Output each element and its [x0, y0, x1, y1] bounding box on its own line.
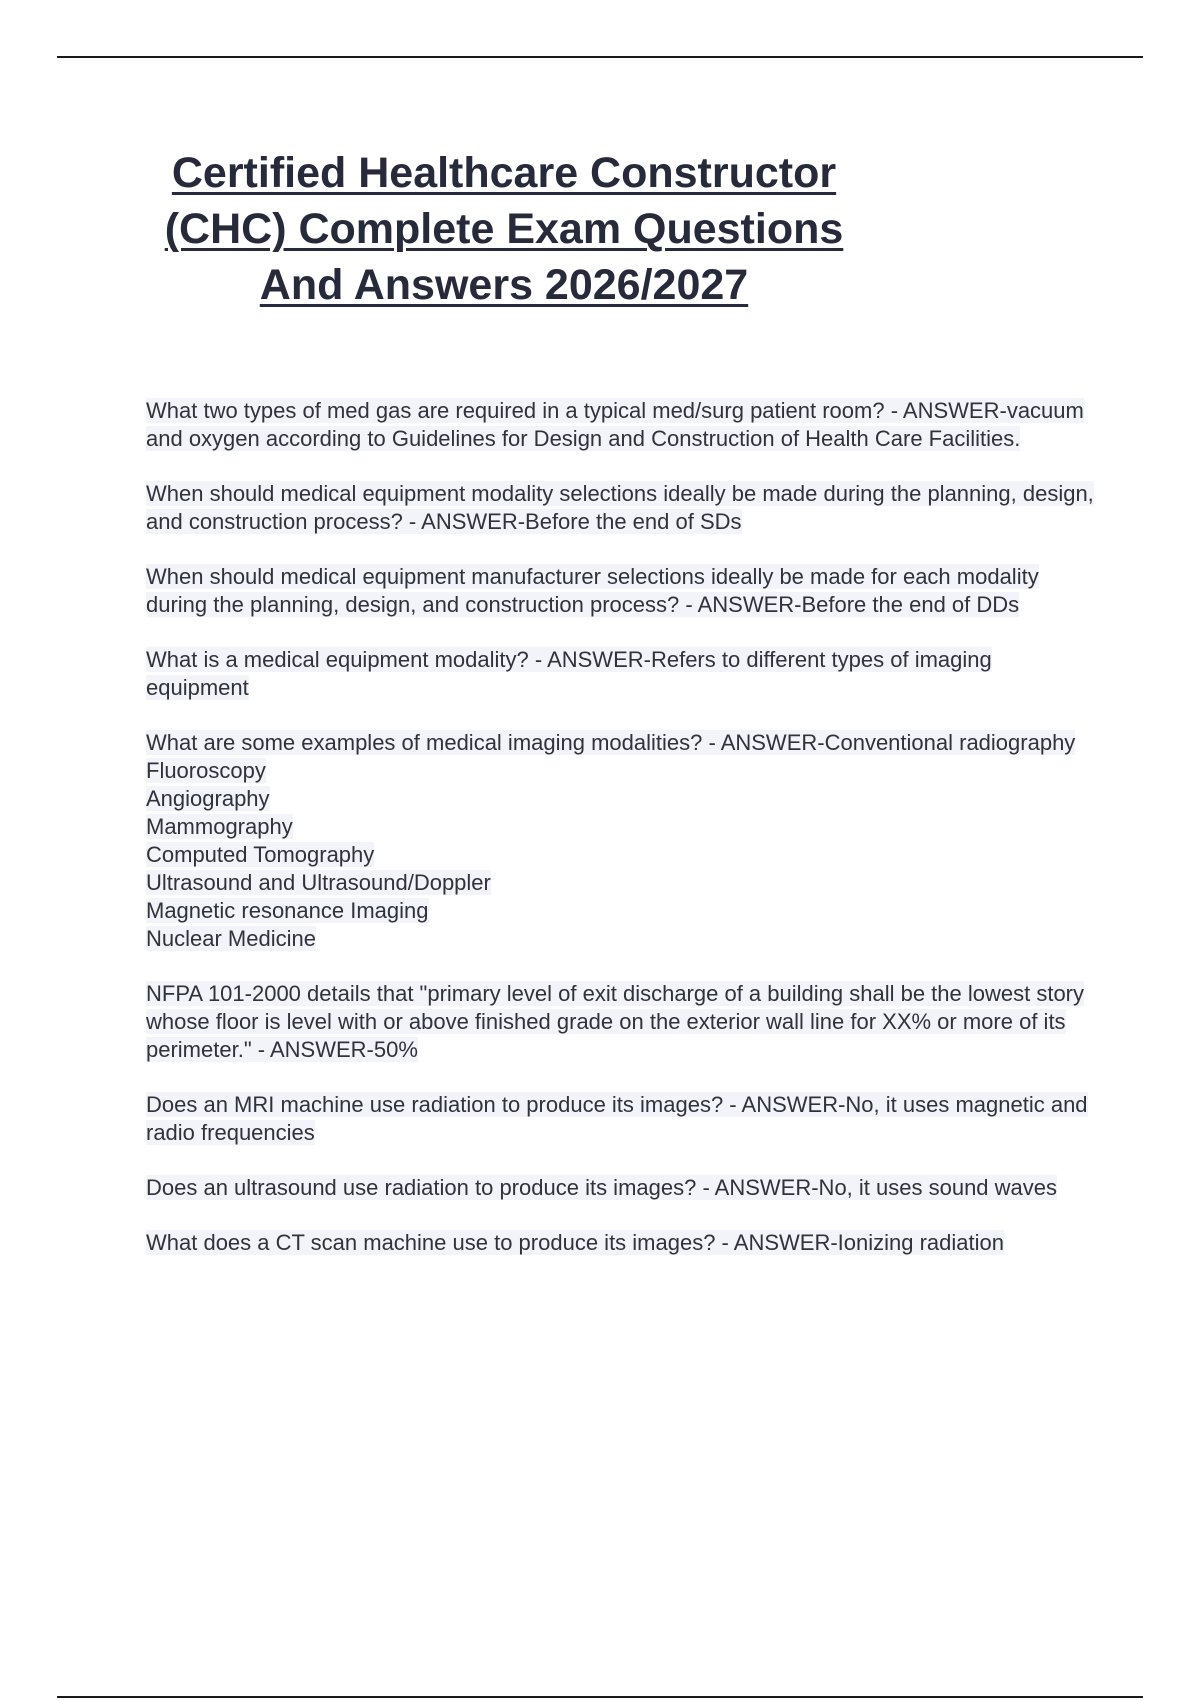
bottom-divider — [57, 1696, 1143, 1698]
document-title-text: Certified Healthcare Constructor (CHC) Complete Exam Questions And Answers 2026/2027 — [164, 149, 844, 309]
qa-item — [146, 646, 1096, 702]
qa-text: What does a CT scan machine use to produce its images? - ANSWER-Ionizing radiation — [146, 1230, 1004, 1255]
qa-item — [146, 1174, 1096, 1202]
qa-item — [146, 1229, 1096, 1257]
qa-item — [146, 1091, 1096, 1147]
top-divider — [57, 56, 1143, 58]
qa-item — [146, 397, 1096, 453]
qa-text: When should medical equipment manufacturer selections ideally be made for each modality during the planning, design, and construction process? - ANSWER-Before the end of DDs — [146, 564, 1039, 617]
qa-text: NFPA 101-2000 details that "primary level of exit discharge of a building shall be the lowest story whose floor is level with or above finished grade on the exterior wall line for XX% or more of its perimeter." - ANSWER-50% — [146, 981, 1085, 1062]
qa-text: What is a medical equipment modality? - ANSWER-Refers to different types of imaging equipment — [146, 647, 992, 700]
qa-item — [146, 563, 1096, 619]
document-title — [140, 145, 868, 313]
qa-list — [146, 397, 1096, 1284]
qa-item — [146, 980, 1096, 1064]
qa-item — [146, 729, 1096, 953]
qa-text: Does an MRI machine use radiation to produce its images? - ANSWER-No, it uses magnetic and radio frequencies — [146, 1092, 1088, 1145]
qa-text: What are some examples of medical imaging modalities? - ANSWER-Conventional radiography Fluoroscopy Angiography Mammography Computed Tomography Ultrasound and Ultrasound/Doppler Magnetic resonance Imaging Nuclear Medicine — [146, 730, 1076, 951]
qa-text: Does an ultrasound use radiation to produce its images? - ANSWER-No, it uses sound waves — [146, 1175, 1058, 1200]
qa-text: What two types of med gas are required in a typical med/surg patient room? - ANSWER-vacuum and oxygen according to Guidelines for Design and Construction of Health Care Facilities. — [146, 398, 1084, 451]
qa-text: When should medical equipment modality selections ideally be made during the planning, design, and construction process? - ANSWER-Before the end of SDs — [146, 481, 1094, 534]
qa-item — [146, 480, 1096, 536]
